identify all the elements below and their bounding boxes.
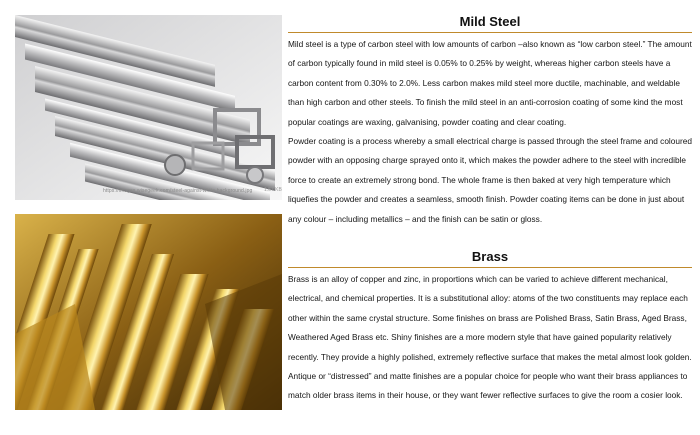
steel-photo	[15, 15, 282, 200]
brass-paragraph-1: Brass is an alloy of copper and zinc, in proportions which can be varied to achieve different mechanical, electrical, and chemical properties. It is a substitutional alloy: atoms of the two constituents may replace each other within the same crystal structure. Some finishes on brass are Polished Brass, Satin Brass, Aged Brass, Weathered Aged Brass etc. Shiny finishes are a more modern style that have gained popularity relatively recently. They provide a highly polished, extremely reflective surface that makes the metal almost look golden. Antique or “distressed” and matte finishes are a popular choice for people who want their brass appliances to match older brass items in their house, or they want fewer reflective surfaces to give the room a cosier look.	[288, 274, 692, 401]
image-source-caption: https://images.wisegeek.com/steel-against-white-background.jpg	[103, 188, 253, 194]
brass-photo	[15, 214, 282, 410]
image-size-stamp: 1.67 KB	[264, 187, 282, 193]
brass-heading: Brass	[471, 249, 509, 264]
mild-steel-section	[288, 12, 692, 229]
heading-divider	[288, 32, 692, 33]
mild-steel-paragraph-2: Powder coating is a process whereby a small electrical charge is passed through the steel frame and coloured powder with an opposing charge sprayed onto it, which makes the powder adhere to the steel with incredible force to create an extremely strong bond. The whole frame is then baked at very high temperature which liquefies the powder and creates a seamless, smooth finish. Powder coating items can be done in just about any colour – including metallics – and the finish can be satin or gloss.	[288, 136, 692, 224]
brass-bars-illustration	[15, 214, 282, 410]
heading-divider	[288, 267, 692, 268]
mild-steel-paragraph-1: Mild steel is a type of carbon steel with low amounts of carbon –also known as “low carbon steel.” The amount of carbon typically found in mild steel is 0.05% to 0.25% by weight, whereas higher carbon steels have a carbon content from 0.30% to 2.0%. Less carbon makes mild steel more ductile, machinable, and weldable than high carbon and other steels. To finish the mild steel in an anti-corrosion coating of some kind the most popular coatings are waxing, galvanising, powder coating and clear coating.	[288, 39, 692, 127]
steel-bars-illustration	[15, 15, 282, 200]
brass-section	[288, 247, 692, 406]
mild-steel-heading: Mild Steel	[459, 14, 521, 29]
